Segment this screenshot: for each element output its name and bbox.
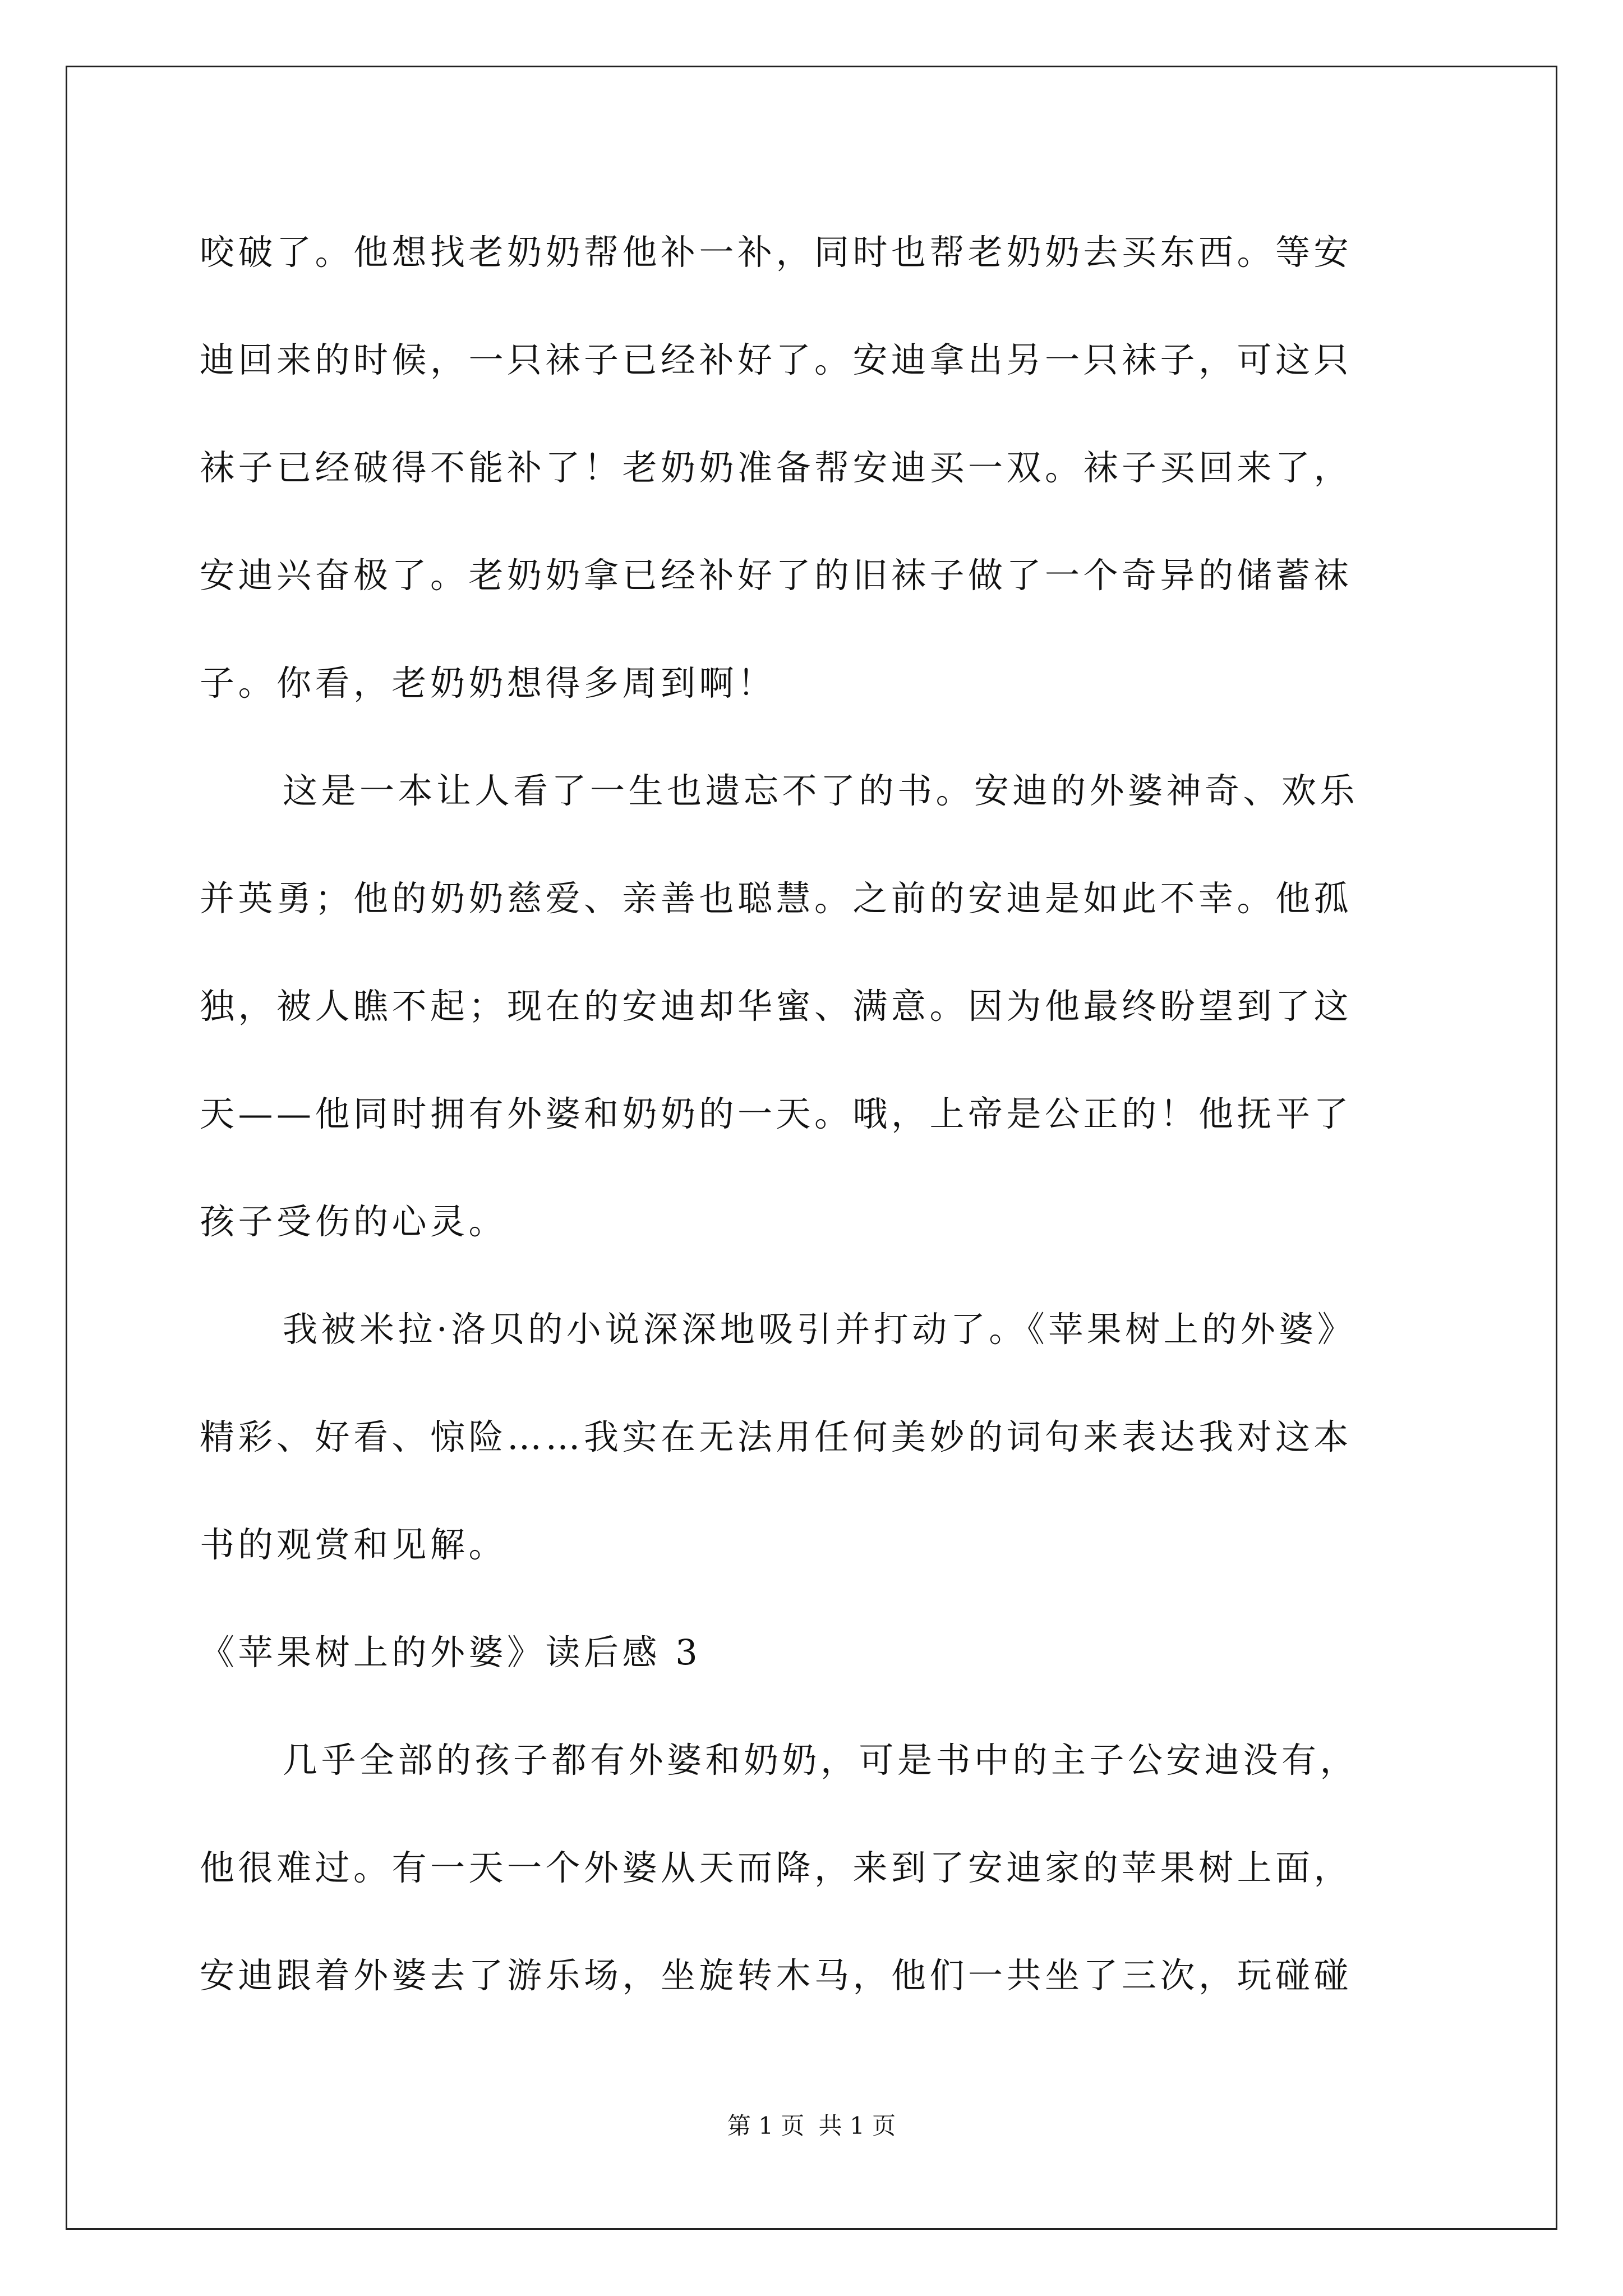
text-line: 精彩、好看、惊险……我实在无法用任何美妙的词句来表达我对这本: [200, 1416, 1353, 1457]
text-line: 安迪跟着外婆去了游乐场，坐旋转木马，他们一共坐了三次，玩碰碰: [200, 1955, 1353, 1996]
text-line: 独，被人瞧不起；现在的安迪却华蜜、满意。因为他最终盼望到了这: [200, 986, 1353, 1027]
page-footer: [0, 2109, 1623, 2143]
paragraph-first-line: 我被米拉·洛贝的小说深深地吸引并打动了。《苹果树上的外婆》: [283, 1309, 1356, 1350]
text-line: 袜子已经破得不能补了！老奶奶准备帮安迪买一双。袜子买回来了，: [200, 447, 1353, 488]
text-line: 天——他同时拥有外婆和奶奶的一天。哦，上帝是公正的！他抚平了: [200, 1093, 1353, 1134]
section-heading: 《苹果树上的外婆》读后感 3: [200, 1632, 702, 1673]
paragraph-first-line: 这是一本让人看了一生也遗忘不了的书。安迪的外婆神奇、欢乐: [283, 770, 1359, 811]
text-line: 书的观赏和见解。: [200, 1524, 508, 1565]
paragraph-first-line: 几乎全部的孩子都有外婆和奶奶，可是书中的主子公安迪没有，: [283, 1740, 1359, 1780]
text-line: 并英勇；他的奶奶慈爱、亲善也聪慧。之前的安迪是如此不幸。他孤: [200, 878, 1353, 919]
text-line: 孩子受伤的心灵。: [200, 1201, 508, 1242]
text-line: 咬破了。他想找老奶奶帮他补一补，同时也帮老奶奶去买东西。等安: [200, 232, 1353, 273]
text-line: 迪回来的时候，一只袜子已经补好了。安迪拿出另一只袜子，可这只: [200, 339, 1353, 380]
text-line: 子。你看，老奶奶想得多周到啊！: [200, 662, 776, 703]
text-line: 安迪兴奋极了。老奶奶拿已经补好了的旧袜子做了一个奇异的储蓄袜: [200, 555, 1353, 596]
page-number: 第 1 页: [727, 2112, 805, 2139]
text-line: 他很难过。有一天一个外婆从天而降，来到了安迪家的苹果树上面，: [200, 1847, 1353, 1888]
page-total: 共 1 页: [818, 2112, 896, 2139]
document-body: [200, 210, 1433, 2041]
